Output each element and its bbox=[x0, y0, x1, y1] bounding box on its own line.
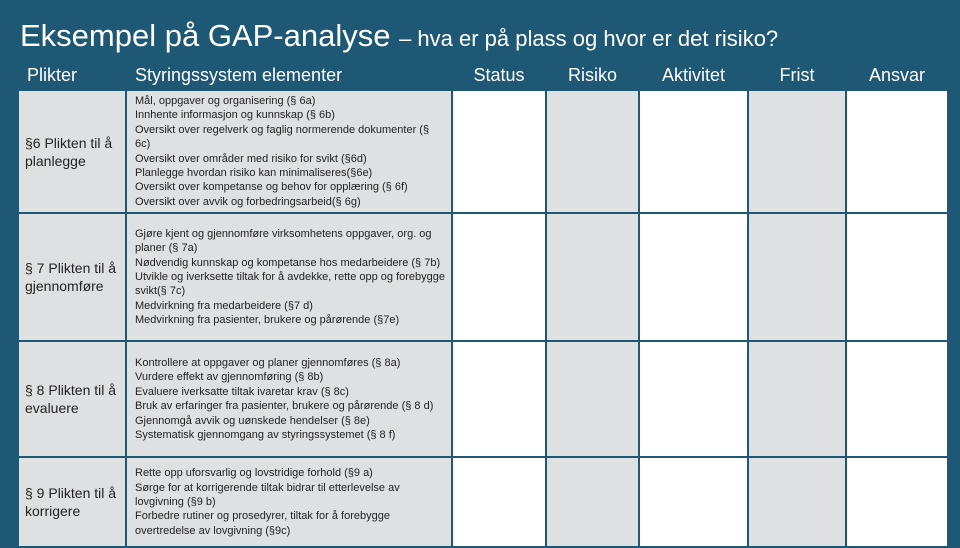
ansvar-cell[interactable] bbox=[846, 213, 948, 341]
frist-cell[interactable] bbox=[748, 213, 846, 341]
status-cell[interactable] bbox=[452, 457, 546, 547]
header-aktivitet: Aktivitet bbox=[639, 60, 748, 90]
ansvar-cell[interactable] bbox=[846, 457, 948, 547]
header-elements: Styringssystem elementer bbox=[126, 60, 452, 90]
risiko-cell[interactable] bbox=[546, 213, 639, 341]
elements-cell: Mål, oppgaver og organisering (§ 6a) Innhente informasjon og kunnskap (§ 6b) Oversikt over regelverk og faglig normerende dokumenter (§ 6c) Oversikt over områder med risiko for svikt (§6d) Planlegge hvordan risiko kan minimaliseres(§6e) Oversikt over kompetanse og behov for opplæring (§ 6f) Oversikt over avvik og forbedringsarbeid(§ 6g) bbox=[126, 90, 452, 213]
aktivitet-cell[interactable] bbox=[639, 341, 748, 457]
status-cell[interactable] bbox=[452, 90, 546, 213]
elements-cell: Gjøre kjent og gjennomføre virksomhetens oppgaver, org. og planer (§ 7a) Nødvendig kunnskap og kompetanse hos medarbeidere (§ 7b) Utvikle og iverksette tiltak for å avdekke, rette opp og forebygge svikt(§ 7c) Medvirkning fra medarbeidere (§7 d) Medvirkning fra pasienter, brukere og pårørende (§7e) bbox=[126, 213, 452, 341]
duty-cell: § 7 Plikten til å gjennomføre bbox=[18, 213, 126, 341]
aktivitet-cell[interactable] bbox=[639, 90, 748, 213]
header-row bbox=[18, 60, 948, 90]
aktivitet-cell[interactable] bbox=[639, 213, 748, 341]
elements-cell: Kontrollere at oppgaver og planer gjennomføres (§ 8a) Vurdere effekt av gjennomføring (§ 8b) Evaluere iverksatte tiltak ivaretar krav (§ 8c) Bruk av erfaringer fra pasienter, brukere og pårørende (§ 8 d) Gjennomgå avvik og uønskede hendelser (§ 8e) Systematisk gjennomgang av styringssystemet (§ 8 f) bbox=[126, 341, 452, 457]
header-frist: Frist bbox=[748, 60, 846, 90]
title-main: Eksempel på GAP-analyse bbox=[20, 18, 400, 53]
header-risiko: Risiko bbox=[546, 60, 639, 90]
header-plikter: Plikter bbox=[18, 60, 126, 90]
risiko-cell[interactable] bbox=[546, 90, 639, 213]
table-row bbox=[18, 90, 948, 213]
title-subtitle: – hva er på plass og hvor er det risiko? bbox=[399, 26, 779, 51]
table-row bbox=[18, 341, 948, 457]
duty-cell: §6 Plikten til å planlegge bbox=[18, 90, 126, 213]
status-cell[interactable] bbox=[452, 213, 546, 341]
header-ansvar: Ansvar bbox=[846, 60, 948, 90]
gap-analysis-table bbox=[17, 59, 949, 548]
table-row bbox=[18, 457, 948, 547]
frist-cell[interactable] bbox=[748, 90, 846, 213]
slide-title bbox=[20, 18, 778, 54]
duty-cell: § 9 Plikten til å korrigere bbox=[18, 457, 126, 547]
aktivitet-cell[interactable] bbox=[639, 457, 748, 547]
risiko-cell[interactable] bbox=[546, 457, 639, 547]
risiko-cell[interactable] bbox=[546, 341, 639, 457]
header-status: Status bbox=[452, 60, 546, 90]
ansvar-cell[interactable] bbox=[846, 90, 948, 213]
status-cell[interactable] bbox=[452, 341, 546, 457]
table-row bbox=[18, 213, 948, 341]
ansvar-cell[interactable] bbox=[846, 341, 948, 457]
frist-cell[interactable] bbox=[748, 457, 846, 547]
elements-cell: Rette opp uforsvarlig og lovstridige forhold (§9 a) Sørge for at korrigerende tiltak bidrar til etterlevelse av lovgivning (§9 b) Forbedre rutiner og prosedyrer, tiltak for å forebygge overtredelse av lovgivning (§9c) bbox=[126, 457, 452, 547]
duty-cell: § 8 Plikten til å evaluere bbox=[18, 341, 126, 457]
frist-cell[interactable] bbox=[748, 341, 846, 457]
